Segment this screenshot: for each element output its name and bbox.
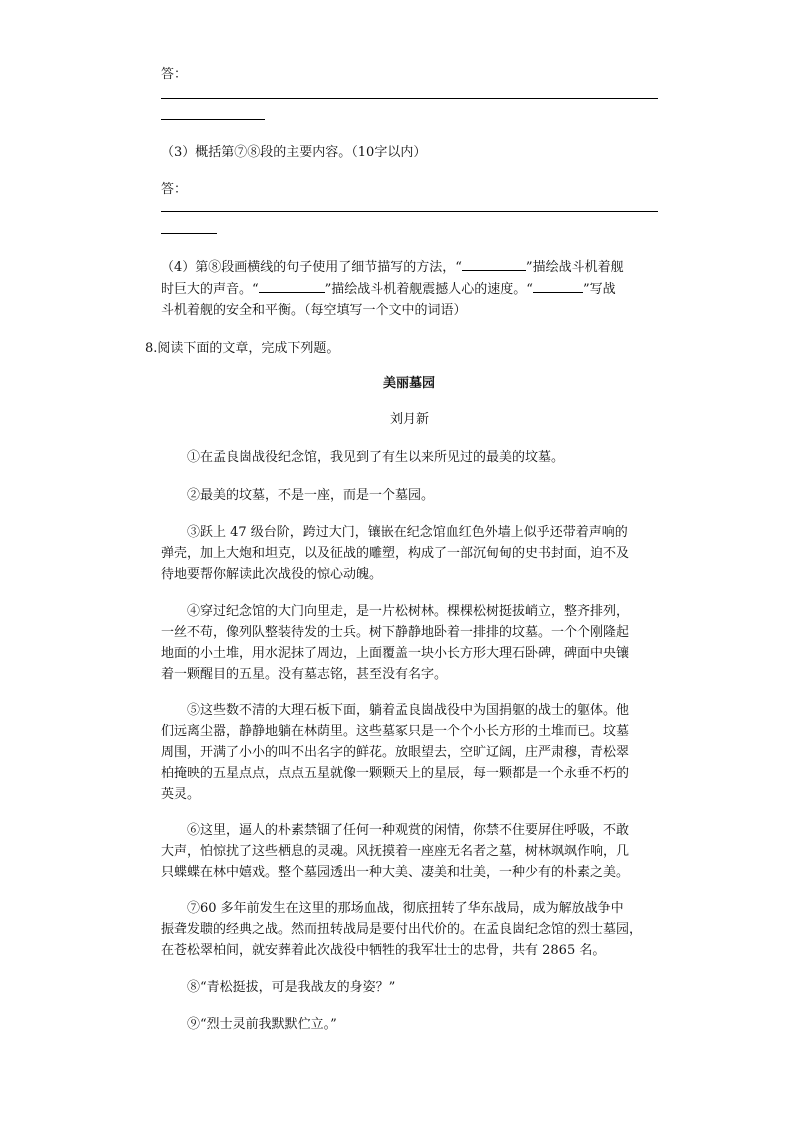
answer-label: 答：	[161, 182, 188, 197]
question-4-text: 时巨大的声音。“	[161, 282, 259, 297]
paragraph-1: ①在孟良崮战役纪念馆，我见到了有生以来所见过的最美的坟墓。	[187, 450, 565, 465]
paragraph-4-line: 一丝不苟，像列队整装待发的士兵。树下静静地卧着一排排的坟墓。一个个刚隆起	[161, 625, 630, 640]
paragraph-9: ⑨“烈士灵前我默默伫立。”	[187, 1017, 337, 1032]
answer-line[interactable]	[161, 98, 658, 99]
blank-2[interactable]	[259, 280, 325, 293]
question-3-prompt: （3）概括第⑦⑧段的主要内容。（10字以内）	[161, 145, 427, 160]
answer-line[interactable]	[161, 211, 658, 212]
paragraph-5-line: ⑤这些数不清的大理石板下面，躺着孟良崮战役中为国捐躯的战士的躯体。他	[187, 703, 630, 718]
paragraph-2: ②最美的坟墓，不是一座，而是一个墓园。	[187, 488, 435, 503]
answer-label: 答：	[161, 67, 188, 82]
paragraph-5-line: 们远离尘嚣，静静地躺在林荫里。这些墓冢只是一个个小长方形的土堆而已。坟墓	[161, 724, 630, 739]
question-4-text: （4）第⑧段画横线的句子使用了细节描写的方法，“	[161, 260, 462, 275]
blank-1[interactable]	[462, 258, 526, 271]
paragraph-3-line: ③跃上 47 级台阶，跨过大门，镶嵌在纪念馆血红色外墙上似乎还带着声响的	[187, 525, 628, 540]
question-number: 8.	[145, 341, 158, 356]
paragraph-6-line: ⑥这里，逼人的朴素禁锢了任何一种观赏的闲情，你禁不住要屏住呼吸，不敢	[187, 823, 630, 838]
paragraph-7-line: 在苍松翠柏间，就安葬着此次战役中牺牲的我军壮士的忠骨，共有 2865 名。	[161, 943, 606, 958]
question-4-text: ”描绘战斗机着舰	[525, 260, 624, 275]
paragraph-6-line: 只蝶蝶在林中嬉戏。整个墓园透出一种大美、凄美和壮美，一种少有的朴素之美。	[161, 865, 630, 880]
article-author: 刘月新	[390, 412, 430, 427]
paragraph-3-line: 弹壳，加上大炮和坦克，以及征战的雕塑，构成了一部沉甸甸的史书封面，迫不及	[161, 546, 630, 561]
paragraph-4-line: ④穿过纪念馆的大门向里走，是一片松树林。棵棵松树挺拔峭立，整齐排列，	[187, 604, 630, 619]
paragraph-8: ⑧“青松挺拔，可是我战友的身姿？”	[187, 980, 396, 995]
paragraph-4-line: 着一颗醒目的五星。没有墓志铭，甚至没有名字。	[161, 667, 448, 682]
paragraph-6-line: 大声，怕惊扰了这些栖息的灵魂。风抚摸着一座座无名者之墓，树林飒飒作响，几	[161, 844, 630, 859]
paragraph-5-line: 英灵。	[161, 787, 201, 802]
question-8	[145, 337, 339, 356]
question-4-line-3: 斗机着舰的安全和平衡。（每空填写一个文中的词语）	[161, 303, 467, 318]
question-4-line-1	[161, 256, 624, 275]
question-4-line-2	[161, 278, 616, 297]
question-4-text: ”写战	[582, 282, 616, 297]
article-title: 美丽墓园	[383, 376, 436, 391]
paragraph-3-line: 待地要帮你解读此次战役的惊心动魄。	[161, 567, 383, 582]
paragraph-4-line: 地面的小土堆，用水泥抹了周边，上面覆盖一块小长方形大理石卧碑，碑面中央镶	[161, 646, 630, 661]
paragraph-7-line: ⑦60 多年前发生在这里的那场血战，彻底扭转了华东战局，成为解放战争中	[187, 901, 624, 916]
blank-3[interactable]	[533, 280, 583, 293]
paragraph-5-line: 周围，开满了小小的叫不出名字的鲜花。放眼望去，空旷辽阔，庄严肃穆，青松翠	[161, 745, 630, 760]
answer-line[interactable]	[161, 119, 265, 120]
paragraph-5-line: 柏掩映的五星点点，点点五星就像一颗颗天上的星辰，每一颗都是一个永垂不朽的	[161, 766, 630, 781]
question-instruction: 阅读下面的文章，完成下列题。	[157, 341, 340, 356]
question-4-text: ”描绘战斗机着舰震撼人心的速度。“	[324, 282, 533, 297]
answer-line[interactable]	[161, 233, 217, 234]
paragraph-7-line: 振聋发聩的经典之战。然而扭转战局是要付出代价的。在孟良崮纪念馆的烈士墓园，	[161, 922, 643, 937]
